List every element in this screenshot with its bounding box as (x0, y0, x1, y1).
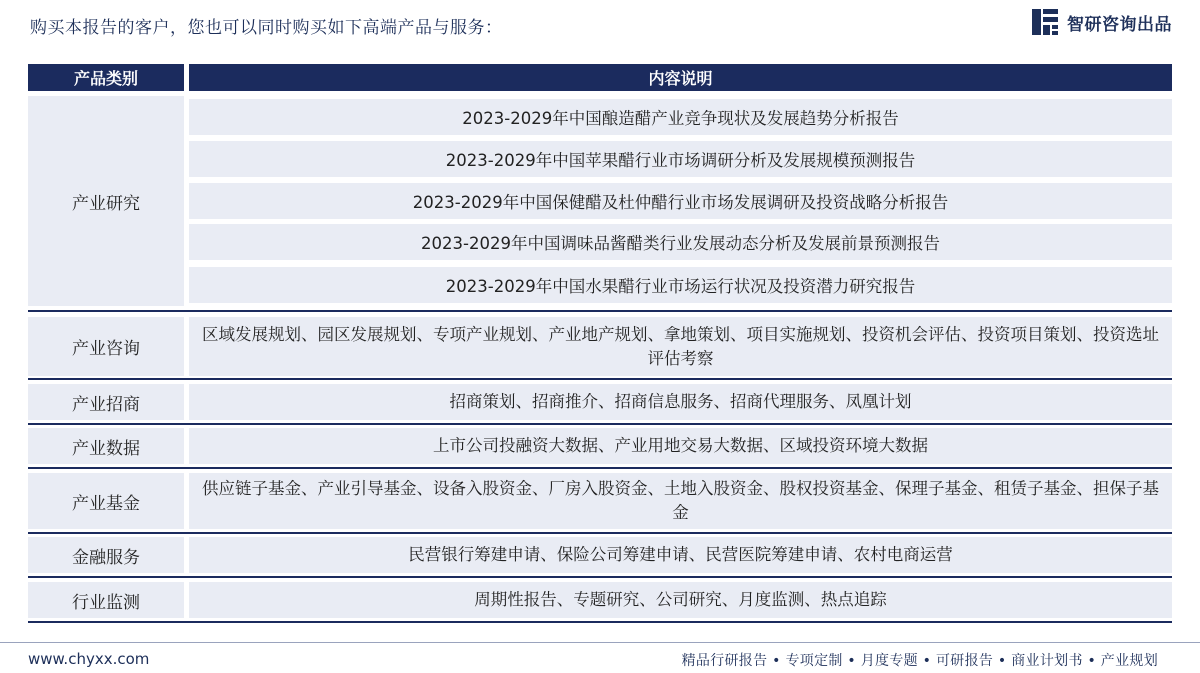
brand[interactable] (1031, 8, 1172, 36)
description-text: 区域发展规划、园区发展规划、专项产业规划、产业地产规划、拿地策划、项目实施规划、投资机会评估、投资项目策划、投资选址评估考察 (202, 324, 1159, 368)
report-row[interactable] (189, 99, 1172, 135)
description-text: 周期性报告、专题研究、公司研究、月度监测、热点追踪 (474, 590, 887, 609)
category-label: 产业招商 (72, 394, 140, 415)
description-text: 招商策划、招商推介、招商信息服务、招商代理服务、凤凰计划 (449, 392, 912, 411)
description-text: 供应链子基金、产业引导基金、设备入股资金、厂房入股资金、土地入股资金、股权投资基金、保理子基金、租赁子基金、担保子基金 (202, 479, 1159, 522)
brand-logo-icon (1031, 8, 1059, 36)
intro-text: 购买本报告的客户，您也可以同时购买如下高端产品与服务： (30, 18, 503, 38)
category-label: 金融服务 (72, 547, 140, 568)
category-label: 行业监测 (72, 592, 140, 613)
description-text: 上市公司投融资大数据、产业用地交易大数据、区域投资环境大数据 (433, 436, 928, 455)
category-label: 产业数据 (72, 438, 140, 459)
category-label: 产业基金 (72, 493, 140, 514)
row-separator (28, 576, 1172, 578)
column-header-description: 内容说明 (189, 64, 1172, 91)
report-title: 2023-2029年中国苹果醋行业市场调研分析及发展规模预测报告 (445, 151, 916, 170)
table-bottom-border (28, 621, 1172, 623)
footer-nav[interactable]: 精品行研报告 • 专项定制 • 月度专题 • 可研报告 • 商业计划书 • 产业规划 (681, 653, 1158, 669)
row-separator (28, 310, 1172, 312)
report-row[interactable] (189, 224, 1172, 260)
report-row[interactable] (189, 183, 1172, 219)
research-category-label: 产业研究 (72, 193, 140, 214)
column-header-category: 产品类别 (28, 64, 184, 91)
report-title: 2023-2029年中国水果醋行业市场运行状况及投资潜力研究报告 (445, 277, 916, 296)
row-separator (28, 423, 1172, 425)
row-separator (28, 467, 1172, 469)
report-row[interactable] (189, 141, 1172, 177)
report-title: 2023-2029年中国调味品酱醋类行业发展动态分析及发展前景预测报告 (421, 234, 940, 253)
footer-divider (0, 642, 1200, 643)
category-label: 产业咨询 (72, 339, 140, 359)
report-row[interactable] (189, 267, 1172, 303)
report-title: 2023-2029年中国酿造醋产业竞争现状及发展趋势分析报告 (462, 109, 899, 128)
footer-url-link[interactable]: www.chyxx.com (28, 650, 150, 668)
report-title: 2023-2029年中国保健醋及杜仲醋行业市场发展调研及投资战略分析报告 (412, 193, 949, 212)
brand-name: 智研咨询出品 (1067, 14, 1172, 35)
row-separator (28, 378, 1172, 380)
row-separator (28, 532, 1172, 534)
description-text: 民营银行筹建申请、保险公司筹建申请、民营医院筹建申请、农村电商运营 (408, 545, 953, 564)
